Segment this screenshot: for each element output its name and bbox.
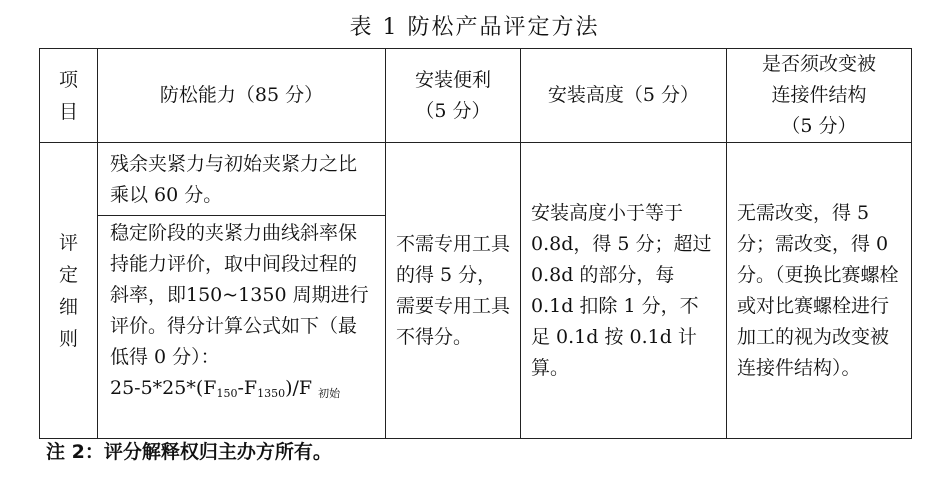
anti-loosening-ratio-text: 残余夹紧力与初始夹紧力之比乘以 60 分。 [98, 143, 385, 216]
table-row [40, 143, 912, 439]
anti-loosening-slope-description: 稳定阶段的夹紧力曲线斜率保持能力评价，取中间段过程的斜率，即150~1350 周期进行评价。得分计算公式如下（最低得 0 分）： [110, 222, 369, 368]
header-modify-line2: 连接件结构 [771, 84, 867, 106]
header-install-convenience-line1: 安装便利 [414, 68, 491, 91]
anti-loosening-slope-text [98, 216, 385, 409]
header-modify-line3: （5 分） [781, 115, 857, 137]
header-modify-structure [727, 49, 912, 143]
evaluation-table [39, 48, 912, 439]
install-convenience-cell: 不需专用工具的得 5 分，需要专用工具不得分。 [386, 143, 521, 439]
formula-subscript: 1350 [257, 387, 286, 400]
formula-subscript: 初始 [318, 387, 341, 400]
table-header-row [40, 49, 912, 143]
formula-subscript: 150 [216, 387, 238, 400]
row-label: 评定细则 [58, 231, 78, 350]
header-modify-line1: 是否须改变被 [761, 53, 876, 75]
header-install-convenience-line2: （5 分） [415, 99, 491, 122]
header-item-label: 项目 [58, 68, 78, 123]
header-install-height: 安装高度（5 分） [521, 49, 727, 143]
score-formula [110, 373, 373, 409]
install-height-cell: 安装高度小于等于 0.8d，得 5 分；超过 0.8d 的部分，每 0.1d 扣除 1 分，不足 0.1d 按 0.1d 计算。 [521, 143, 727, 439]
header-install-convenience [386, 49, 521, 143]
formula-part: -F [237, 377, 258, 399]
formula-part: 25-5*25*(F [110, 377, 217, 399]
anti-loosening-cell [98, 143, 386, 439]
row-label-cell [40, 143, 98, 439]
header-anti-loosening: 防松能力（85 分） [98, 49, 386, 143]
table-title: 表 1 防松产品评定方法 [349, 15, 600, 40]
header-item [40, 49, 98, 143]
modify-structure-cell: 无需改变，得 5 分；需改变，得 0 分。（更换比赛螺栓或对比赛螺栓进行加工的视为改变被连接件结构）。 [727, 143, 912, 439]
footnote: 注 2：评分解释权归主办方所有。 [46, 441, 332, 463]
formula-part: )/F [285, 377, 313, 399]
